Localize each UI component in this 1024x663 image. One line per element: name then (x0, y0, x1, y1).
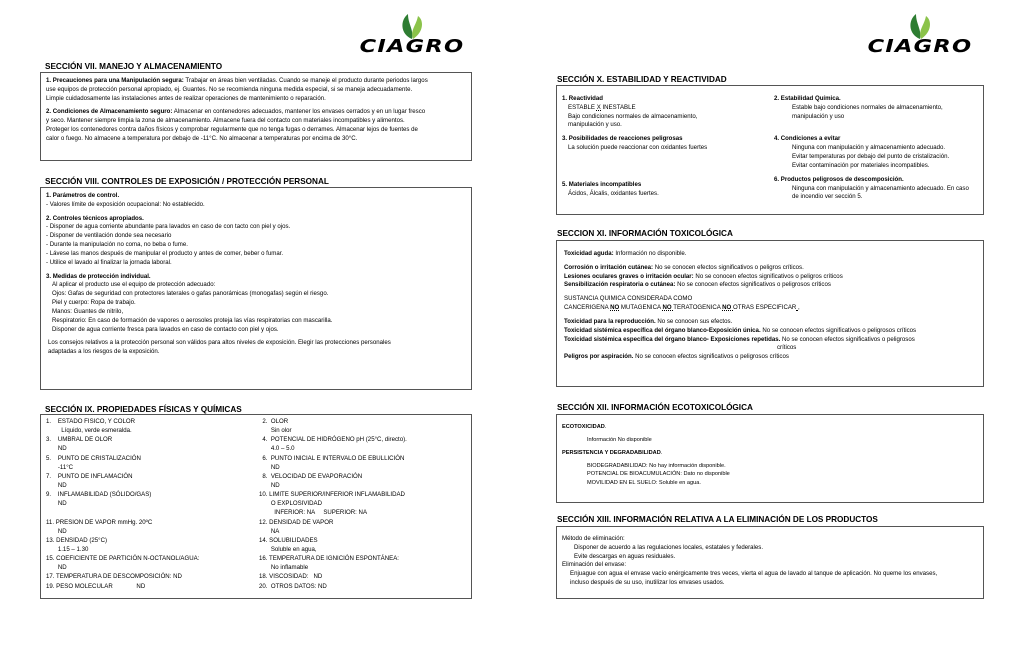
property-line: 1.15 – 1.30 (46, 545, 89, 553)
properties-left-column (46, 417, 253, 591)
section-10-box: 1. Reactividad ESTABLE X INESTABLE Bajo condiciones normales de almacenamiento, manipulación y uso. 3. Posibilidades de reacciones peligrosas La solución puede reaccionar con oxidantes fuertes 5. Materiales incompatibles Ácidos, Álcalis, oxidantes fuertes. 2. Estabilidad Química. Estable bajo condiciones normales de almacenamiento, manipulación y uso 4. Condiciones a evitar Ninguna con manipulación y almacenamiento adecuado. Evitar temperaturas por debajo del punto de cristalización. Evitar contaminación por materiales incompatibles. 6. Productos peligrosos de descomposición. Ninguna con manipulación y almacenamiento adecuado. En caso de incendio ver sección 5. (556, 85, 984, 215)
property-line: 19. PESO MOLECULAR ND (46, 582, 146, 590)
property-line: 9. INFLAMABILIDAD (SÓLIDO/GAS) (46, 491, 152, 499)
property-line: 17. TEMPERATURA DE DESCOMPOSICIÓN: ND (46, 573, 182, 581)
section-8-title: SECCIÓN VIII. CONTROLES DE EXPOSICIÓN / PROTECCIÓN PERSONAL (45, 177, 329, 186)
property-line: 7. PUNTO DE INFLAMACIÓN (46, 472, 133, 480)
property-line: 11. PRESION DE VAPOR mmHg. 20ºC (46, 518, 153, 526)
property-line: Sin olor (259, 427, 292, 435)
section-10-title: SECCIÓN X. ESTABILIDAD Y REACTIVIDAD (557, 75, 727, 84)
property-line: ND (259, 463, 280, 471)
property-line: 13. DENSIDAD (25°C) (46, 536, 108, 544)
property-line: 20. OTROS DATOS: ND (259, 582, 327, 590)
section-13-box: Método de eliminación: Disponer de acuerdo a las regulaciones locales, estatales y federales. Evite descargas en aguas residuales. Eliminación del envase: Enjuague con agua el envase vacío enérgicamente tres veces, vierta el agua de lavado al tanque de aplicación. No queme los envases, incluso después de su uso, inutilizar los envases usados. (556, 526, 984, 599)
property-line: No inflamable (259, 564, 309, 572)
section-11-box: Toxicidad aguda: Información no disponible. Corrosión o irritación cutánea: No se conocen efectos significativos o peligros críticos. Lesiones oculares graves o irritación ocular: No se conocen efectos significativos o peligros críticos Sensibilización respiratoria o cutánea: No se conocen efectos significativos o peligrosos críticos SUSTANCIA QUIMICA CONSIDERADA COMO CANCERIGENA NO MUTAGENICA NO TERATOGENICA NO OTRAS ESPECIFICAR , Toxicidad para la reproducción. No se conocen sus efectos. Toxicidad sistémica específica del órgano blanco-Exposición única. No se conocen efectos significativos o peligrosos críticos Toxicidad sistémica específica del órgano blanco- Exposiciones repetidas. No se conocen efectos significativos o peligrosos críticos Peligros por aspiración. No se conocen efectos significativos o peligrosos críticos (556, 240, 984, 387)
property-line (46, 508, 253, 517)
section-8-box: 1. Parámetros de control. - Valores límite de exposición ocupacional: No establecido. 2. Controles técnicos apropiados. - Disponer de agua corriente abundante para lavados en caso de con tacto con piel y ojos. - Disponer de ventilación donde sea necesario - Durante la manipulación no coma, no beba o fume. - Lávese las manos después de manipular el producto y antes de comer, beber o fumar. - Utilice el lavado al finalizar la jornada laboral. 3. Medidas de protección individual. Al aplicar el producto use el equipo de protección adecuado: Ojos: Gafas de seguridad con protectores laterales o gafas panorámicas (monogafas) según el riesgo. Piel y cuerpo: Ropa de trabajo. Manos: Guantes de nitrilo, Respiratorio: En caso de formación de vapores o aerosoles proteja las vías respiratorias con mascarilla. Disponer de agua corriente fresca para lavados en caso de contacto con piel y ojos. Los consejos relativos a la protección personal son válidos para altos niveles de exposición. Elegir las protecciones personales adaptadas a los riesgos de la exposición. (40, 187, 472, 390)
section-7-box: 1. Precauciones para una Manipulación segura: Trabajar en áreas bien ventiladas. Cuando se maneje el producto durante periodos largos use equipos de protección personal apropiado, ej. Guantes. No se recomienda ninguna medida especial, si se maneja adecuadamente. Limpie cuidadosamente las instalaciones antes de realizar operaciones de mantenimiento o reparación. 2. Condiciones de Almacenamiento seguro: Almacenar en contenedores adecuados, mantener los envases cerrados y en un lugar fresco y seco. Mantener siempre limpia la zona de almacenamiento. Almacene fuera del contacto con materiales incompatibles y alimentos. Proteger los contenedores contra daños físicos y comprobar regularmente que no tenga fugas o derrames. Almacenar lejos de fuentes de calor o fuego. No almacene a temperatura por debajo de -11°C. No almacenar a temperaturas por encima de 30°C. (40, 72, 472, 161)
property-line: 14. SOLUBILIDADES (259, 536, 318, 544)
property-line: 5. PUNTO DE CRISTALIZACIÓN (46, 454, 141, 462)
property-line: ND (46, 564, 67, 572)
section-9-title: SECCIÓN IX. PROPIEDADES FÍSICAS Y QUÍMICAS (45, 405, 242, 414)
section-12-box: ECOTOXICIDAD. Información No disponible PERSISTENCIA Y DEGRADABILIDAD. BIODEGRADABILIDAD: No hay información disponible. POTENCIAL DE BIOACUMULACIÓN: Dato no disponible MOVILIDAD EN EL SUELO: Soluble en agua. (556, 414, 984, 503)
property-line: ND (46, 481, 67, 489)
property-line: INFERIOR: NA SUPERIOR: NA (259, 509, 368, 517)
property-line: 1. ESTADO FISICO, Y COLOR (46, 418, 136, 425)
brand-name: CIAGRO (359, 35, 465, 57)
property-line: 16. TEMPERATURA DE IGNICIÓN ESPONTÁNEA: (259, 555, 399, 563)
section-12-title: SECCIÓN XII. INFORMACIÓN ECOTOXICOLÓGICA (557, 403, 753, 412)
property-line: 10. LIMITE SUPERIOR/INFERIOR INFLAMABILIDAD (259, 491, 405, 499)
logo-right (867, 12, 973, 60)
brand-name: CIAGRO (867, 35, 973, 57)
property-line: 4.0 – 5.0 (259, 445, 295, 453)
section-13-title: SECCIÓN XIII. INFORMACIÓN RELATIVA A LA ELIMINACIÓN DE LOS PRODUCTOS (557, 515, 878, 524)
property-line: 18. VISCOSIDAD: ND (259, 573, 323, 581)
logo-left (359, 12, 465, 60)
property-line: 15. COEFICIENTE DE PARTICIÓN N-OCTANOL/AGUA: (46, 555, 200, 563)
section-7-title: SECCIÓN VII. MANEJO Y ALMACENAMIENTO (45, 62, 223, 71)
properties-right-column (253, 417, 466, 591)
property-line: ND (259, 481, 280, 489)
property-line: 4. POTENCIAL DE HIDRÓGENO pH (25°C, directo). (259, 436, 407, 444)
section-9-box (40, 414, 472, 599)
property-line: Soluble en agua, (259, 545, 317, 553)
property-line: 12. DENSIDAD DE VAPOR (259, 518, 334, 526)
property-line: 6. PUNTO INICIAL E INTERVALO DE EBULLICIÓN (259, 454, 405, 462)
property-line: ND (46, 527, 67, 535)
section-11-title: SECCION XI. INFORMACIÓN TOXICOLÓGICA (557, 229, 733, 238)
property-line: O EXPLOSIVIDAD (259, 500, 322, 508)
property-line: 3. UMBRAL DE OLOR (46, 436, 113, 444)
property-line: ND (46, 445, 67, 453)
property-line: Líquido, verde esmeralda. (46, 427, 132, 435)
property-line: NA (259, 527, 280, 535)
property-line: ND (46, 500, 67, 508)
property-line: 2. OLOR (259, 418, 289, 425)
property-line: -11°C (46, 463, 74, 471)
property-line: 8. VELOCIDAD DE EVAPORACIÓN (259, 472, 363, 480)
